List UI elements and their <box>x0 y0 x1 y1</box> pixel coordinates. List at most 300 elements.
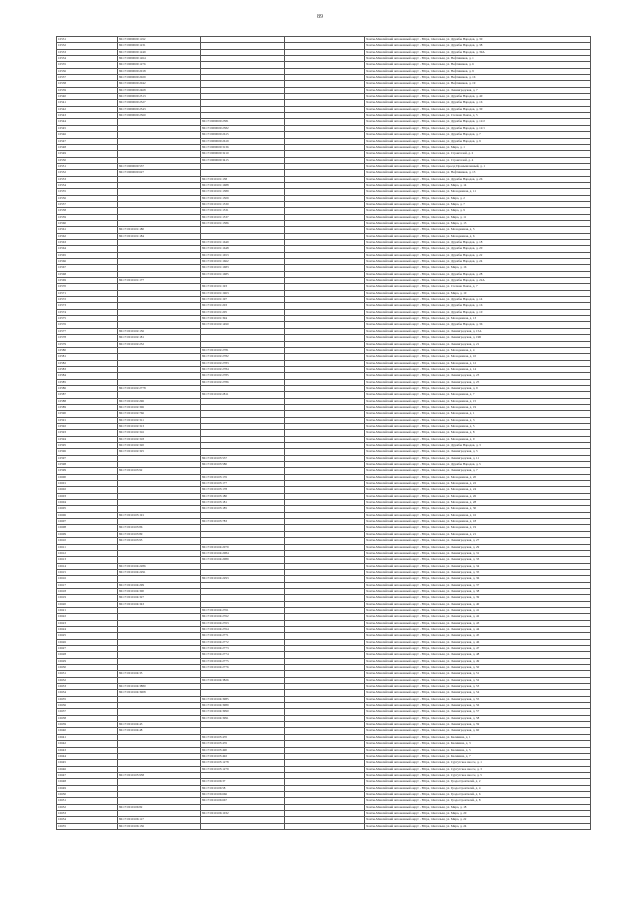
address-cell: Ханты-Мансийский автономный округ - Югра, г.Когалым, ул. Градостроителей, д. 8 <box>365 798 591 804</box>
building-cadastral-cell: 86:17:0010103:180 <box>201 493 285 499</box>
address-cell: Ханты-Мансийский автономный округ - Югра, г.Когалым, ул. Ленинградская, д. 31 <box>365 550 591 556</box>
address-cell: Ханты-Мансийский автономный округ - Югра, г.Когалым, ул. Ленинградская, д. 59 <box>365 722 591 728</box>
address-cell: Ханты-Мансийский автономный округ - Югра, г.Когалым, ул. Дружбы Народов, д. 22А <box>365 278 591 284</box>
cadastral-number-cell: 86:17:0010102:252 <box>118 341 201 347</box>
row-number-cell: 10596 <box>57 449 118 455</box>
building-cadastral-cell: 86:17:0010104:3991 <box>201 715 285 721</box>
row-number-cell: 10563 <box>57 240 118 246</box>
cadastral-number-cell: 86:17:0010103:92 <box>118 468 201 474</box>
address-cell: Ханты-Мансийский автономный округ - Югра, г.Когалым, ул. Дружбы Народов, д. 24 <box>365 259 591 265</box>
cadastral-number-cell: 86:17:0010106:117 <box>118 817 201 823</box>
row-number-cell: 10545 <box>57 125 118 131</box>
building-cadastral-cell: 86:17:0010101:1537 <box>201 214 285 220</box>
row-number-cell: 10621 <box>57 607 118 613</box>
building-cadastral-cell: 86:17:0010104:2773 <box>201 646 285 652</box>
row-number-cell: 10572 <box>57 297 118 303</box>
cadastral-number-cell: 86:17:0000000:2513 <box>118 94 201 100</box>
row-number-cell: 10627 <box>57 646 118 652</box>
building-cadastral-cell: 86:17:0010105:1279 <box>201 766 285 772</box>
address-cell: Ханты-Мансийский автономный округ - Югра, г.Когалым, ул. Дружбы Народов, д. 18 <box>365 240 591 246</box>
building-cadastral-cell: 86:17:0010101:138 <box>201 176 285 182</box>
row-number-cell: 10578 <box>57 335 118 341</box>
building-cadastral-cell: 86:17:0010101:1649 <box>201 240 285 246</box>
address-cell: Ханты-Мансийский автономный округ - Югра, г.Когалым, ул. Дружбы Народов, д. 12/1 <box>365 125 591 131</box>
row-number-cell: 10597 <box>57 455 118 461</box>
row-number-cell: 10533 <box>57 49 118 55</box>
cadastral-number-cell: 86:17:0000000:2560 <box>118 113 201 119</box>
address-cell: Ханты-Мансийский автономный округ - Югра, г.Когалым, ул. Молодежная, д. 30 <box>365 506 591 512</box>
address-cell: Ханты-Мансийский автономный округ - Югра, г.Когалым, ул. Дружбы Народов, д. 12/2 <box>365 119 591 125</box>
address-cell: Ханты-Мансийский автономный округ - Югра, г.Когалым, ул. Мира, д. 18 <box>365 804 591 810</box>
cadastral-number-cell: 86:17:0000000:1264 <box>118 56 201 62</box>
row-number-cell: 10539 <box>57 87 118 93</box>
row-number-cell: 10652 <box>57 804 118 810</box>
row-number-cell: 10569 <box>57 278 118 284</box>
cadastral-number-cell: 86:17:0010104:343 <box>118 601 201 607</box>
building-cadastral-cell: 86:17:0010102:2785 <box>201 373 285 379</box>
building-cadastral-cell: 86:17:0010102:2784 <box>201 366 285 372</box>
cadastral-number-cell: 86:17:0010101:184 <box>118 233 201 239</box>
address-cell: Ханты-Мансийский автономный округ - Югра, г.Когалым, ул. Калинина, д. 1 <box>365 734 591 740</box>
row-number-cell: 10603 <box>57 493 118 499</box>
row-number-cell: 10549 <box>57 151 118 157</box>
building-cadastral-cell: 86:17:0010104:2079 <box>201 544 285 550</box>
row-number-cell: 10599 <box>57 468 118 474</box>
building-cadastral-cell: 86:17:0010101:1648 <box>201 246 285 252</box>
row-number-cell: 10560 <box>57 220 118 226</box>
address-cell: Ханты-Мансийский автономный округ - Югра, г.Когалым, ул. Молодежная, д. 18 <box>365 519 591 525</box>
row-number-cell: 10653 <box>57 810 118 816</box>
address-cell: Ханты-Мансийский автономный округ - Югра, г.Когалым, ул. Мира, д. 11 <box>365 214 591 220</box>
address-cell: Ханты-Мансийский автономный округ - Югра, г.Когалым, ул. Ленинградская, д. 19Б <box>365 335 591 341</box>
building-cadastral-cell: 86:17:0010101:1530 <box>201 201 285 207</box>
building-cadastral-cell: 86:17:0010104:2775 <box>201 658 285 664</box>
address-cell: Ханты-Мансийский автономный округ - Югра, г.Когалым, ул. Дружбы Народов, д. 28 <box>365 271 591 277</box>
row-number-cell: 10579 <box>57 341 118 347</box>
row-number-cell: 10630 <box>57 665 118 671</box>
building-cadastral-cell: 86:17:0010101:1963 <box>201 290 285 296</box>
address-cell: Ханты-Мансийский автономный округ - Югра, г.Когалым, ул. Молодежная, д. 24 <box>365 487 591 493</box>
row-number-cell: 10592 <box>57 423 118 429</box>
building-cadastral-cell: 86:17:0010104:3990 <box>201 709 285 715</box>
building-cadastral-cell <box>201 823 285 829</box>
row-number-cell: 10590 <box>57 411 118 417</box>
row-number-cell: 10649 <box>57 785 118 791</box>
address-cell: Ханты-Мансийский автономный округ - Югра, г.Когалым, ул. Дружбы Народов, д. 3 <box>365 443 591 449</box>
address-cell: Ханты-Мансийский автономный округ - Югра, г.Когалым, ул. Ленинградская, д. 55 <box>365 696 591 702</box>
building-cadastral-cell: 86:17:0000000:2615 <box>201 132 285 138</box>
building-cadastral-cell: 86:17:0010101:1389 <box>201 189 285 195</box>
row-number-cell: 10577 <box>57 328 118 334</box>
address-cell: Ханты-Мансийский автономный округ - Югра, г.Когалым, ул. Строителей, д. 4 <box>365 157 591 163</box>
building-cadastral-cell: 86:17:0010101:205 <box>201 309 285 315</box>
building-cadastral-cell: 86:17:0010104:3989 <box>201 703 285 709</box>
address-cell: Ханты-Мансийский автономный округ - Югра, г.Когалым, ул. Ленинградская, д. 21 <box>365 341 591 347</box>
row-number-cell: 10550 <box>57 157 118 163</box>
row-number-cell: 10574 <box>57 309 118 315</box>
address-cell: Ханты-Мансийский автономный округ - Югра, г.Когалым, ул. Ленинградская, д. 23 <box>365 373 591 379</box>
building-cadastral-cell: 86:17:0010102:2783 <box>201 360 285 366</box>
row-number-cell: 10568 <box>57 271 118 277</box>
row-number-cell: 10641 <box>57 734 118 740</box>
address-cell: Ханты-Мансийский автономный округ - Югра, г.Когалым, ул. Градостроителей, д. 6 <box>365 791 591 797</box>
address-cell: Ханты-Мансийский автономный округ - Югра, г.Когалым, ул. Ленинградская, д. 43 <box>365 620 591 626</box>
row-number-cell: 10535 <box>57 62 118 68</box>
cadastral-number-cell: 86:17:0000000:1276 <box>118 62 201 68</box>
cadastral-number-cell: 86:17:0000000:2527 <box>118 100 201 106</box>
address-cell: Ханты-Мансийский автономный округ - Югра, г.Когалым, ул. Дружбы Народов, д. 5 <box>365 462 591 468</box>
row-number-cell: 10540 <box>57 94 118 100</box>
row-number-cell: 10640 <box>57 728 118 734</box>
address-cell: Ханты-Мансийский автономный округ - Югра, г.Когалым, ул. Дружбы Народов, д. 14 <box>365 297 591 303</box>
cadastral-number-cell: 86:17:0010104:3880 <box>118 684 201 690</box>
address-cell: Ханты-Мансийский автономный округ - Югра, г.Когалым, ул. Ленинградская, д. 50 <box>365 665 591 671</box>
address-cell: Ханты-Мансийский автономный округ - Югра, г.Когалым, ул. Ленинградская, д. 34 <box>365 563 591 569</box>
building-cadastral-cell: 86:17:0010101:203 <box>201 303 285 309</box>
address-cell: Ханты-Мансийский автономный округ - Югра, г.Когалым, ул. Молодежная, д. 8 <box>365 430 591 436</box>
row-number-cell: 10600 <box>57 474 118 480</box>
address-cell: Ханты-Мансийский автономный округ - Югра, г.Когалым, ул. Мира, д. 1 <box>365 144 591 150</box>
address-cell: Ханты-Мансийский автономный округ - Югра, г.Когалым, ул. Дружбы Народов, д. 16 <box>365 303 591 309</box>
row-number-cell: 10634 <box>57 690 118 696</box>
address-cell: Ханты-Мансийский автономный округ - Югра, г.Когалым, ул. Молодежная, д. 3 <box>365 417 591 423</box>
address-cell: Ханты-Мансийский автономный округ - Югра, г.Когалым, ул. Ленинградская, д. 5 <box>365 449 591 455</box>
address-cell: Ханты-Мансийский автономный округ - Югра, г.Когалым, ул. Мира, д. 24 <box>365 823 591 829</box>
cadastral-number-cell: 86:17:0010102:2778 <box>118 385 201 391</box>
row-number-cell: 10614 <box>57 563 118 569</box>
address-cell: Ханты-Мансийский автономный округ - Югра, г.Когалым, ул. Дружбы Народов, д. 22 <box>365 252 591 258</box>
address-cell: Ханты-Мансийский автономный округ - Югра, г.Когалым, ул. Молодежная, д. 19 <box>365 404 591 410</box>
address-cell: Ханты-Мансийский автономный округ - Югра, г.Когалым, ул. Мира, д. 16 <box>365 265 591 271</box>
row-number-cell: 10580 <box>57 347 118 353</box>
row-number-cell: 10591 <box>57 417 118 423</box>
address-cell: Ханты-Мансийский автономный округ - Югра, г.Когалым, ул. Ленинградская, д. 60 <box>365 728 591 734</box>
row-number-cell: 10615 <box>57 569 118 575</box>
building-cadastral-cell: 86:17:0010102:2782 <box>201 354 285 360</box>
building-cadastral-cell: 86:17:0010103:177 <box>201 481 285 487</box>
address-cell: Ханты-Мансийский автономный округ - Югра, г.Когалым, ул. Ленинградская, д. 33 <box>365 557 591 563</box>
address-cell: Ханты-Мансийский автономный округ - Югра, г.Когалым, ул. Ленинградская, д. 38 <box>365 588 591 594</box>
cadastral-number-cell: 86:17:0010103:86 <box>118 525 201 531</box>
row-number-cell: 10637 <box>57 709 118 715</box>
row-number-cell: 10559 <box>57 214 118 220</box>
row-number-cell: 10593 <box>57 430 118 436</box>
address-cell: Ханты-Мансийский автономный округ - Югра, г.Когалым, ул. Дружбы Народов, д. 30 <box>365 37 591 43</box>
building-cadastral-cell: 86:17:0000000:2581 <box>201 119 285 125</box>
building-cadastral-cell: 86:17:0010104:2089 <box>201 557 285 563</box>
row-number-cell: 10606 <box>57 512 118 518</box>
address-cell: Ханты-Мансийский автономный округ - Югра, г.Когалым, ул. Ленинградская, д. 57 <box>365 709 591 715</box>
address-cell: Ханты-Мансийский автономный округ - Югра, г.Когалым, ул. Градостроителей, д. 4 <box>365 785 591 791</box>
building-cadastral-cell: 86:17:0010104:2763 <box>201 620 285 626</box>
building-cadastral-cell: 86:17:0010105:1278 <box>201 760 285 766</box>
address-cell: Ханты-Мансийский автономный округ - Югра, г.Когалым, ул. Ленинградская, д. 41 <box>365 607 591 613</box>
address-cell: Ханты-Мансийский автономный округ - Югра, г.Когалым, ул. Нефтяников, д. 13 <box>365 170 591 176</box>
row-number-cell: 10619 <box>57 595 118 601</box>
row-number-cell: 10582 <box>57 360 118 366</box>
address-cell: Ханты-Мансийский автономный округ - Югра, г.Когалым, ул. Дружбы Народов, д. 9 <box>365 138 591 144</box>
address-cell: Ханты-Мансийский автономный округ - Югра, г.Когалым, ул. Мира, д. 20 <box>365 810 591 816</box>
cadastral-number-cell: 86:17:0010103:89 <box>118 531 201 537</box>
premises-cadastral-cell <box>285 823 365 829</box>
row-number-cell: 10611 <box>57 544 118 550</box>
address-cell: Ханты-Мансийский автономный округ - Югра, г.Когалым, ул. Ленинградская, д. 48 <box>365 652 591 658</box>
row-number-cell: 10541 <box>57 100 118 106</box>
address-cell: Ханты-Мансийский автономный округ - Югра, г.Когалым, ул. Ленинградская, д. 11 <box>365 455 591 461</box>
address-cell: Ханты-Мансийский автономный округ - Югра, г.Когалым, ул. Молодежная, д. 5 <box>365 423 591 429</box>
cadastral-number-cell: 86:17:0010103:95 <box>118 538 201 544</box>
building-cadastral-cell: 86:17:0010101:1685 <box>201 271 285 277</box>
building-cadastral-cell: 86:17:0010104:2761 <box>201 607 285 613</box>
address-cell: Ханты-Мансийский автономный округ - Югра, г.Когалым, ул. Ленинградская, д. 37 <box>365 582 591 588</box>
address-cell: Ханты-Мансийский автономный округ - Югра, г.Когалым, ул. Дружбы Народов, д. 26 <box>365 176 591 182</box>
address-cell: Ханты-Мансийский автономный округ - Югра, г.Когалым, ул. Молодежная, д. 20 <box>365 474 591 480</box>
cadastral-number-cell: 86:17:0010102:316 <box>118 430 201 436</box>
row-number-cell: 10620 <box>57 601 118 607</box>
row-number-cell: 10570 <box>57 284 118 290</box>
address-cell: Ханты-Мансийский автономный округ - Югра, г.Когалым, ул. Ленинградская, д. 46 <box>365 639 591 645</box>
building-cadastral-cell: 86:17:0010105:492 <box>201 753 285 759</box>
address-cell: Ханты-Мансийский автономный округ - Югра, г.Когалым, ул. Ленинградская, д. 7 <box>365 468 591 474</box>
row-number-cell: 10610 <box>57 538 118 544</box>
row-number-cell: 10583 <box>57 366 118 372</box>
building-cadastral-cell: 86:17:0000000:2582 <box>201 125 285 131</box>
building-cadastral-cell: 86:17:0010101:394 <box>201 316 285 322</box>
address-cell: Ханты-Мансийский автономный округ - Югра, г.Когалым, ул. Дружбы Народов, д. 7 <box>365 132 591 138</box>
building-cadastral-cell: 86:17:0010104:2774 <box>201 652 285 658</box>
address-cell: Ханты-Мансийский автономный округ - Югра, г.Когалым, ул. Мира, д. 13 <box>365 220 591 226</box>
address-cell: Ханты-Мансийский автономный округ - Югра, г.Когалым, ул. Нефтяников, д. 19 <box>365 81 591 87</box>
row-number-cell: 10562 <box>57 233 118 239</box>
address-cell: Ханты-Мансийский автономный округ - Югра, г.Когалым, ул. Дружбы Народов, д. 10 <box>365 309 591 315</box>
property-register-table <box>56 36 591 830</box>
cadastral-number-cell: 86:17:0010104:43 <box>118 722 201 728</box>
cadastral-number-cell: 86:17:0010102:325 <box>118 449 201 455</box>
cadastral-number-cell: 86:17:0010104:299 <box>118 582 201 588</box>
cadastral-number-cell: 86:17:0000000:1231 <box>118 43 201 49</box>
row-number-cell: 10554 <box>57 182 118 188</box>
row-number-cell: 10585 <box>57 379 118 385</box>
address-cell: Ханты-Мансийский автономный округ - Югра, г.Когалым, ул. Молодежная, д. 7 <box>365 392 591 398</box>
cadastral-number-cell: 86:17:0010102:318 <box>118 436 201 442</box>
building-cadastral-cell: 86:17:0010101:1653 <box>201 252 285 258</box>
address-cell: Ханты-Мансийский автономный округ - Югра, г.Когалым, ул. Мира, д. 10 <box>365 290 591 296</box>
address-cell: Ханты-Мансийский автономный округ - Югра, г.Когалым, ул. Ленинградская, д. 27 <box>365 538 591 544</box>
cadastral-number-cell: 86:17:0010106:82 <box>118 804 201 810</box>
cadastral-number-cell: 86:17:0010106:136 <box>118 823 201 829</box>
address-cell: Ханты-Мансийский автономный округ - Югра, г.Когалым, ул. Молодежная, д. 15 <box>365 398 591 404</box>
building-cadastral-cell: 86:17:0010103:176 <box>201 474 285 480</box>
row-number-cell: 10556 <box>57 195 118 201</box>
address-cell: Ханты-Мансийский автономный округ - Югра, г.Когалым, ул. Молодежная, д. 6 <box>365 233 591 239</box>
row-number-cell: 10576 <box>57 322 118 328</box>
row-number-cell: 10629 <box>57 658 118 664</box>
building-cadastral-cell: 86:17:0010101:1586 <box>201 220 285 226</box>
row-number-cell: 10598 <box>57 462 118 468</box>
building-cadastral-cell: 86:17:0010104:2762 <box>201 614 285 620</box>
building-cadastral-cell: 86:17:0010102:1490 <box>201 322 285 328</box>
cadastral-number-cell: 86:17:0010105:958 <box>118 772 201 778</box>
row-number-cell: 10602 <box>57 487 118 493</box>
row-number-cell: 10624 <box>57 626 118 632</box>
building-cadastral-cell: 86:17:0010106:666 <box>201 791 285 797</box>
cadastral-number-cell: 86:17:0010104:2286 <box>118 563 201 569</box>
row-number-cell: 10643 <box>57 747 118 753</box>
row-number-cell: 10612 <box>57 550 118 556</box>
cadastral-number-cell: 86:17:0000000:1249 <box>118 49 201 55</box>
building-cadastral-cell: 86:17:0000000:3415 <box>201 157 285 163</box>
row-number-cell: 10595 <box>57 443 118 449</box>
row-number-cell: 10613 <box>57 557 118 563</box>
building-cadastral-cell: 86:17:0010102:2811 <box>201 392 285 398</box>
address-cell: Ханты-Мансийский автономный округ - Югра, г.Когалым, ул. Сургутское шоссе, д. 3 <box>365 766 591 772</box>
cadastral-number-cell: 86:17:0010104:327 <box>118 595 201 601</box>
row-number-cell: 10618 <box>57 588 118 594</box>
address-cell: Ханты-Мансийский автономный округ - Югра, г.Когалым, ул. Калинина, д. 3 <box>365 741 591 747</box>
building-cadastral-cell: 86:17:0010104:2772 <box>201 639 285 645</box>
building-cadastral-cell: 86:17:0010101:1531 <box>201 208 285 214</box>
row-number-cell: 10532 <box>57 43 118 49</box>
address-cell: Ханты-Мансийский автономный округ - Югра, г.Когалым, ул. Дружбы Народов, д. 20 <box>365 246 591 252</box>
address-cell: Ханты-Мансийский автономный округ - Югра, г.Когалым, ул. Мира, д. 2 <box>365 195 591 201</box>
cadastral-number-cell: 86:17:0010104:35 <box>118 671 201 677</box>
address-cell: Ханты-Мансийский автономный округ - Югра, г.Когалым, ул. Молодежная, д. 26 <box>365 493 591 499</box>
row-number-cell: 10571 <box>57 290 118 296</box>
row-number-cell: 10639 <box>57 722 118 728</box>
row-number-cell: 10537 <box>57 75 118 81</box>
cadastral-number-cell: 86:17:0000000:537 <box>118 163 201 169</box>
row-number-cell: 10654 <box>57 817 118 823</box>
building-cadastral-cell: 86:17:0010103:181 <box>201 500 285 506</box>
address-cell: Ханты-Мансийский автономный округ - Югра, г.Когалым, ул. Ленинградская, д. 36 <box>365 576 591 582</box>
row-number-cell: 10651 <box>57 798 118 804</box>
cadastral-number-cell: 86:17:0000000:2042 <box>118 81 201 87</box>
cadastral-number-cell: 86:17:0000000:2018 <box>118 68 201 74</box>
address-cell: Ханты-Мансийский автономный округ - Югра, г.Когалым, ул. Нефтяников, д. 1 <box>365 56 591 62</box>
building-cadastral-cell: 86:17:0010104:2764 <box>201 626 285 632</box>
cadastral-number-cell: 86:17:0010102:313 <box>118 423 201 429</box>
row-number-cell: 10626 <box>57 639 118 645</box>
address-cell: Ханты-Мансийский автономный округ - Югра, г.Когалым, ул. Дружбы Народов, д. 30 <box>365 106 591 112</box>
address-cell: Ханты-Мансийский автономный округ - Югра, г.Когалым, ул. Ленинградская, д. 47 <box>365 646 591 652</box>
cadastral-number-cell: 86:17:0000000:1192 <box>118 37 201 43</box>
address-cell: Ханты-Мансийский автономный округ - Югра, г.Когалым, ул. Молодежная, д. 11 <box>365 189 591 195</box>
address-cell: Ханты-Мансийский автономный округ - Югра, г.Когалым, ул. Степана Повха, д. 5 <box>365 113 591 119</box>
address-cell: Ханты-Мансийский автономный округ - Югра, г.Когалым, ул. Ленинградская, д. 44 <box>365 626 591 632</box>
address-cell: Ханты-Мансийский автономный округ - Югра, г.Когалым, ул. Ленинградская, д. 51 <box>365 671 591 677</box>
row-number-cell: 10555 <box>57 189 118 195</box>
address-cell: Ханты-Мансийский автономный округ - Югра, г.Когалым, ул. Степана Повха, д. 7 <box>365 284 591 290</box>
row-number-cell: 10551 <box>57 163 118 169</box>
cadastral-number-cell: 86:17:0000000:2543 <box>118 106 201 112</box>
row-number-cell: 10548 <box>57 144 118 150</box>
row-number-cell: 10633 <box>57 684 118 690</box>
row-number-cell: 10642 <box>57 741 118 747</box>
address-cell: Ханты-Мансийский автономный округ - Югра, г.Когалым, ул. Ленинградская, д. 49 <box>365 658 591 664</box>
building-cadastral-cell: 86:17:0000000:3210 <box>201 151 285 157</box>
address-cell: Ханты-Мансийский автономный округ - Югра, г.Когалым, ул. Дружбы Народов, д. 36 <box>365 322 591 328</box>
cadastral-number-cell: 86:17:0010102:320 <box>118 443 201 449</box>
row-number-cell: 10616 <box>57 576 118 582</box>
row-number-cell: 10565 <box>57 252 118 258</box>
building-cadastral-cell: 86:17:0010105:490 <box>201 747 285 753</box>
row-number-cell: 10635 <box>57 696 118 702</box>
address-cell: Ханты-Мансийский автономный округ - Югра, г.Когалым, ул. Ленинградская, д. 15А <box>365 328 591 334</box>
cadastral-number-cell: 86:17:0010104:2291 <box>118 569 201 575</box>
row-number-cell: 10553 <box>57 176 118 182</box>
address-cell: Ханты-Мансийский автономный округ - Югра, г.Когалым, ул. Дружбы Народов, д. 39А <box>365 49 591 55</box>
address-cell: Ханты-Мансийский автономный округ - Югра, г.Когалым, ул. Строителей, д. 2 <box>365 151 591 157</box>
row-number-cell: 10636 <box>57 703 118 709</box>
address-cell: Ханты-Мансийский автономный округ - Югра, г.Когалым, ул. Мира, д. 22 <box>365 817 591 823</box>
building-cadastral-cell: 86:17:0010101:1509 <box>201 195 285 201</box>
table-row <box>57 823 591 829</box>
building-cadastral-cell: 86:17:0010104:3985 <box>201 696 285 702</box>
cadastral-number-cell: 86:17:0010102:766 <box>118 411 201 417</box>
cadastral-number-cell: 86:17:0010104:300 <box>118 588 201 594</box>
row-number-cell: 10546 <box>57 132 118 138</box>
address-cell: Ханты-Мансийский автономный округ - Югра, г.Когалым, ул. Ленинградская, д. 45 <box>365 633 591 639</box>
building-cadastral-cell: 86:17:0010103:185 <box>201 506 285 512</box>
address-cell: Ханты-Мансийский автономный округ - Югра, г.Когалым, ул. Мира, д. 14 <box>365 182 591 188</box>
address-cell: Ханты-Мансийский автономный округ - Югра, г.Когалым, ул. Дружбы Народов, д. 16 <box>365 100 591 106</box>
building-cadastral-cell: 86:17:0010101:1662 <box>201 259 285 265</box>
cadastral-number-cell: 86:17:0010101:180 <box>118 227 201 233</box>
address-cell: Ханты-Мансийский автономный округ - Югра, г.Когалым, ул. Молодежная, д. 9 <box>365 436 591 442</box>
row-number-cell: 10588 <box>57 398 118 404</box>
row-number-cell: 10544 <box>57 119 118 125</box>
address-cell: Ханты-Мансийский автономный округ - Югра, г.Когалым, ул. Молодежная, д. 28 <box>365 500 591 506</box>
address-cell: Ханты-Мансийский автономный округ - Югра, г.Когалым, ул. Мира, д. 7 <box>365 201 591 207</box>
building-cadastral-cell: 86:17:0010106:1032 <box>201 810 285 816</box>
register-rows <box>57 37 591 830</box>
row-number-cell: 10584 <box>57 373 118 379</box>
building-cadastral-cell: 86:17:0010103:783 <box>201 519 285 525</box>
building-cadastral-cell: 86:17:0010105:476 <box>201 741 285 747</box>
address-cell: Ханты-Мансийский автономный округ - Югра, г.Когалым, ул. Дружбы Народов, д. 40 <box>365 94 591 100</box>
address-cell: Ханты-Мансийский автономный округ - Югра, г.Когалым, ул. Молодежная, д. 12 <box>365 360 591 366</box>
row-number-cell: 10589 <box>57 404 118 410</box>
row-number-cell: 10632 <box>57 677 118 683</box>
building-cadastral-cell: 86:17:0000000:2619 <box>201 138 285 144</box>
page-number: 89 <box>317 14 323 20</box>
address-cell: Ханты-Мансийский автономный округ - Югра, г.Когалым, ул. Нефтяников, д. 16 <box>365 75 591 81</box>
cadastral-number-cell: 86:17:0010104:3908 <box>118 690 201 696</box>
row-number-cell: 10558 <box>57 208 118 214</box>
row-number-cell: 10608 <box>57 525 118 531</box>
row-number-cell: 10536 <box>57 68 118 74</box>
row-number-cell: 10644 <box>57 753 118 759</box>
address-cell: Ханты-Мансийский автономный округ - Югра, г.Когалым, ул. Ленинградская, д. 9 <box>365 385 591 391</box>
address-cell: Ханты-Мансийский автономный округ - Югра, г.Когалым, ул. Молодежная, д. 10 <box>365 354 591 360</box>
address-cell: Ханты-Мансийский автономный округ - Югра, г.Когалым, ул. Ленинградская, д. 54 <box>365 690 591 696</box>
address-cell: Ханты-Мансийский автономный округ - Югра, г.Когалым, ул. Молодежная, д. 1 <box>365 411 591 417</box>
address-cell: Ханты-Мансийский автономный округ - Югра, г.Когалым, ул. Мира, д. 9 <box>365 208 591 214</box>
building-cadastral-cell: 86:17:0010104:2084 <box>201 550 285 556</box>
address-cell: Ханты-Мансийский автономный округ - Югра, г.Когалым, ул. Нефтяников, д. 6 <box>365 62 591 68</box>
cadastral-number-cell: 86:17:0000000:2468 <box>118 87 201 93</box>
row-number-cell: 10566 <box>57 259 118 265</box>
row-number-cell: 10605 <box>57 506 118 512</box>
row-number-cell: 10648 <box>57 779 118 785</box>
building-cadastral-cell: 86:17:0010101:197 <box>201 297 285 303</box>
address-cell: Ханты-Мансийский автономный округ - Югра, г.Когалым, ул. Градостроителей, д. 2 <box>365 779 591 785</box>
row-number-cell: 10617 <box>57 582 118 588</box>
row-number-cell: 10594 <box>57 436 118 442</box>
address-cell: Ханты-Мансийский автономный округ - Югра, г.Когалым, ул. Ленинградская, д. 42 <box>365 614 591 620</box>
address-cell: Ханты-Мансийский автономный округ - Югра, г.Когалым, ул. Молодежная, д. 19 <box>365 525 591 531</box>
cadastral-number-cell: 86:17:0000000:2029 <box>118 75 201 81</box>
